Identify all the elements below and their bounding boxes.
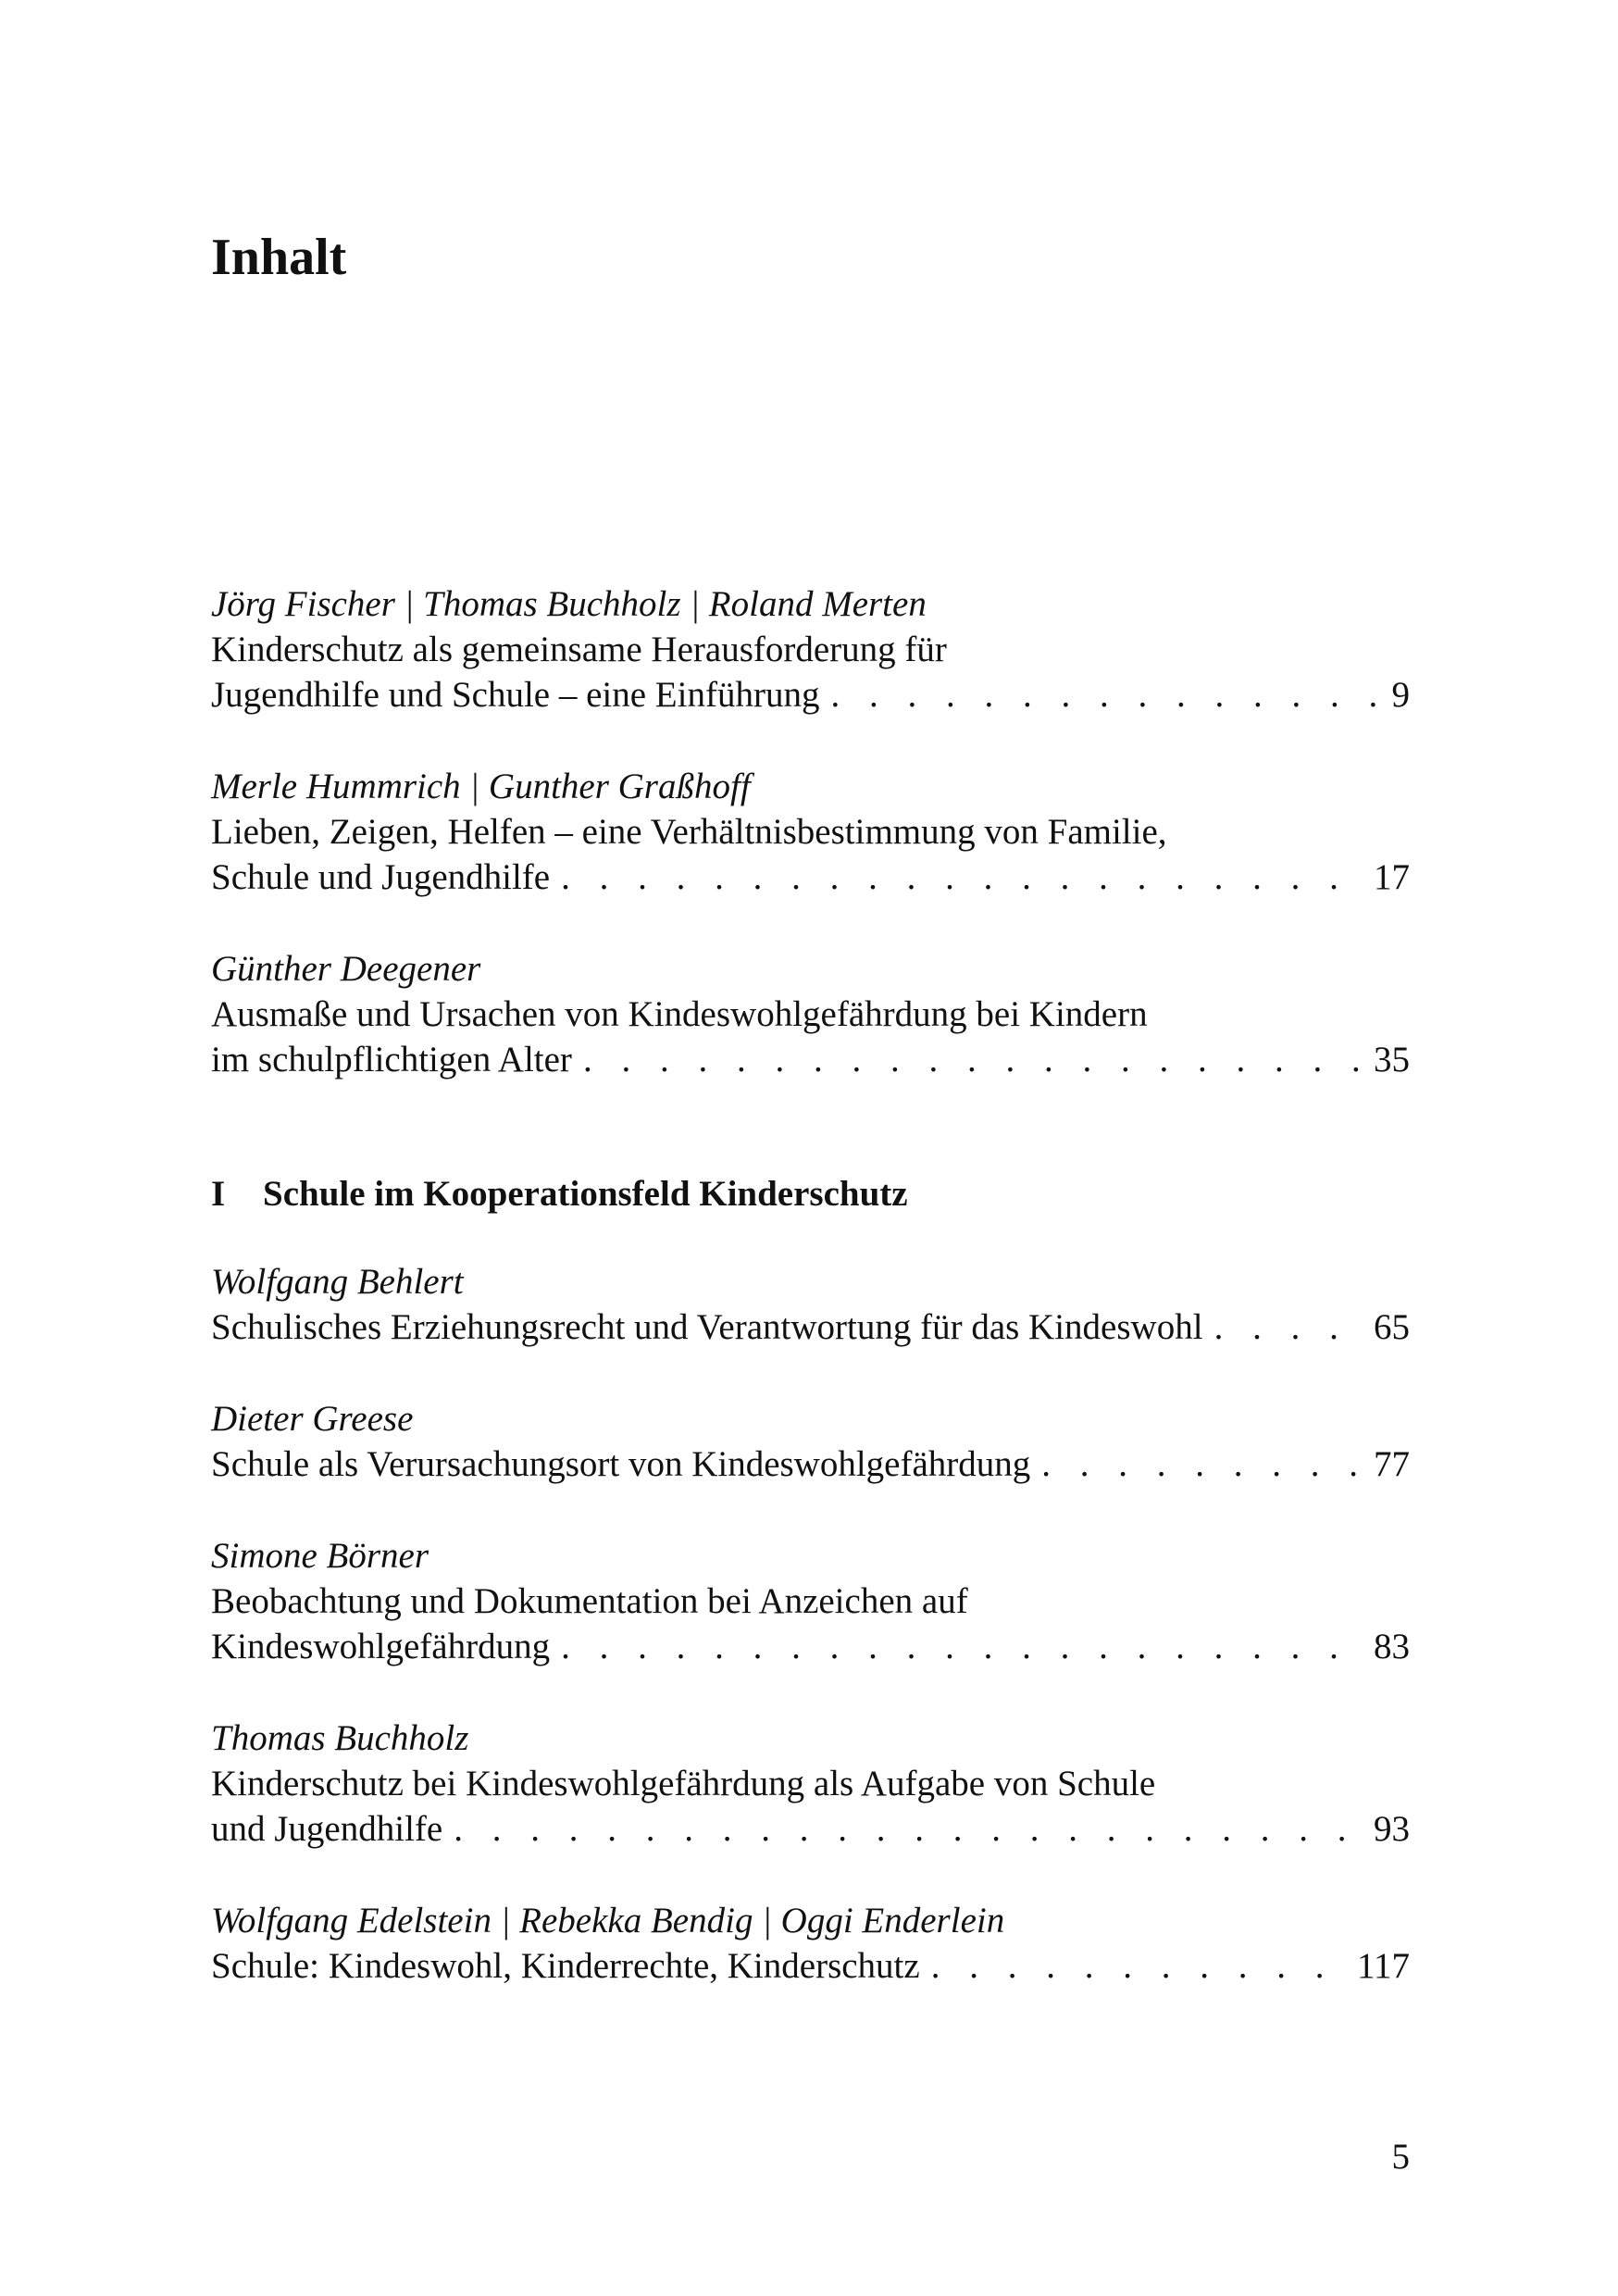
entry-title-line: Lieben, Zeigen, Helfen – eine Verhältnisbestimmung von Familie,	[211, 812, 1167, 852]
page-number-footer: 5	[1391, 2137, 1410, 2177]
entry-page-number: 83	[1374, 1627, 1410, 1666]
entry-title-last-line	[211, 672, 1410, 718]
entry-title-last-line	[211, 1037, 1410, 1082]
entry-title-last-line	[211, 1943, 1410, 1989]
entry-authors: Wolfgang Behlert	[211, 1262, 464, 1302]
page-title: Inhalt	[211, 229, 347, 286]
entry-authors: Merle Hummrich | Gunther Graßhoff	[211, 767, 751, 806]
section-heading	[211, 1171, 1410, 1217]
dot-leader	[830, 672, 1388, 718]
entry-page-number: 77	[1374, 1444, 1410, 1484]
entry-title-line: Kinderschutz als gemeinsame Herausforderung für	[211, 630, 947, 669]
entry-title-line: Beobachtung und Dokumentation bei Anzeichen auf	[211, 1581, 968, 1621]
entry-authors: Wolfgang Edelstein | Rebekka Bendig | Oggi Enderlein	[211, 1901, 1005, 1940]
entry-page-number: 93	[1374, 1809, 1410, 1849]
toc-entry	[211, 1533, 1410, 1669]
toc-entry	[211, 1259, 1410, 1350]
entry-authors: Dieter Greese	[211, 1399, 414, 1439]
entry-title-text: und Jugendhilfe	[211, 1809, 443, 1849]
entry-authors: Günther Deegener	[211, 949, 481, 989]
toc-entry	[211, 581, 1410, 718]
entry-title-last-line	[211, 1806, 1410, 1852]
dot-leader	[561, 1624, 1370, 1669]
dot-leader	[583, 1037, 1370, 1082]
toc-entry	[211, 1898, 1410, 1989]
entry-title-text: Jugendhilfe und Schule – eine Einführung	[211, 675, 820, 715]
toc-entry	[211, 1716, 1410, 1852]
entry-title-text: Schule: Kindeswohl, Kinderrechte, Kinderschutz	[211, 1946, 920, 1986]
entry-page-number: 17	[1374, 857, 1410, 897]
toc-entry	[211, 764, 1410, 900]
entry-page-number: 65	[1374, 1307, 1410, 1347]
entry-title-text: Schule als Verursachungsort von Kindeswohlgefährdung	[211, 1444, 1031, 1484]
entry-title-text: Kindeswohlgefährdung	[211, 1627, 551, 1666]
entry-title-line: Ausmaße und Ursachen von Kindeswohlgefährdung bei Kindern	[211, 994, 1148, 1034]
entry-title-last-line	[211, 855, 1410, 900]
entry-title-last-line	[211, 1441, 1410, 1487]
entry-authors: Thomas Buchholz	[211, 1718, 469, 1758]
section-number: I	[211, 1174, 226, 1214]
entry-title-text: Schulisches Erziehungsrecht und Verantwortung für das Kindeswohl	[211, 1307, 1203, 1347]
entry-page-number: 117	[1356, 1946, 1410, 1986]
entry-title-line: Kinderschutz bei Kindeswohlgefährdung als Aufgabe von Schule	[211, 1764, 1156, 1803]
entry-title-text: im schulpflichtigen Alter	[211, 1040, 572, 1079]
table-of-contents	[211, 581, 1410, 2035]
dot-leader	[931, 1943, 1353, 1989]
entry-page-number: 9	[1391, 675, 1410, 715]
dot-leader	[561, 855, 1370, 900]
section-title: Schule im Kooperationsfeld Kinderschutz	[263, 1174, 908, 1214]
dot-leader	[454, 1806, 1370, 1852]
entry-authors: Simone Börner	[211, 1536, 429, 1576]
entry-title-last-line	[211, 1624, 1410, 1669]
entry-title-last-line	[211, 1304, 1410, 1350]
entry-authors: Jörg Fischer | Thomas Buchholz | Roland Merten	[211, 584, 927, 624]
toc-entry	[211, 1396, 1410, 1487]
dot-leader	[1214, 1304, 1370, 1350]
dot-leader	[1041, 1441, 1370, 1487]
toc-entry	[211, 946, 1410, 1082]
entry-page-number: 35	[1374, 1040, 1410, 1079]
entry-title-text: Schule und Jugendhilfe	[211, 857, 551, 897]
